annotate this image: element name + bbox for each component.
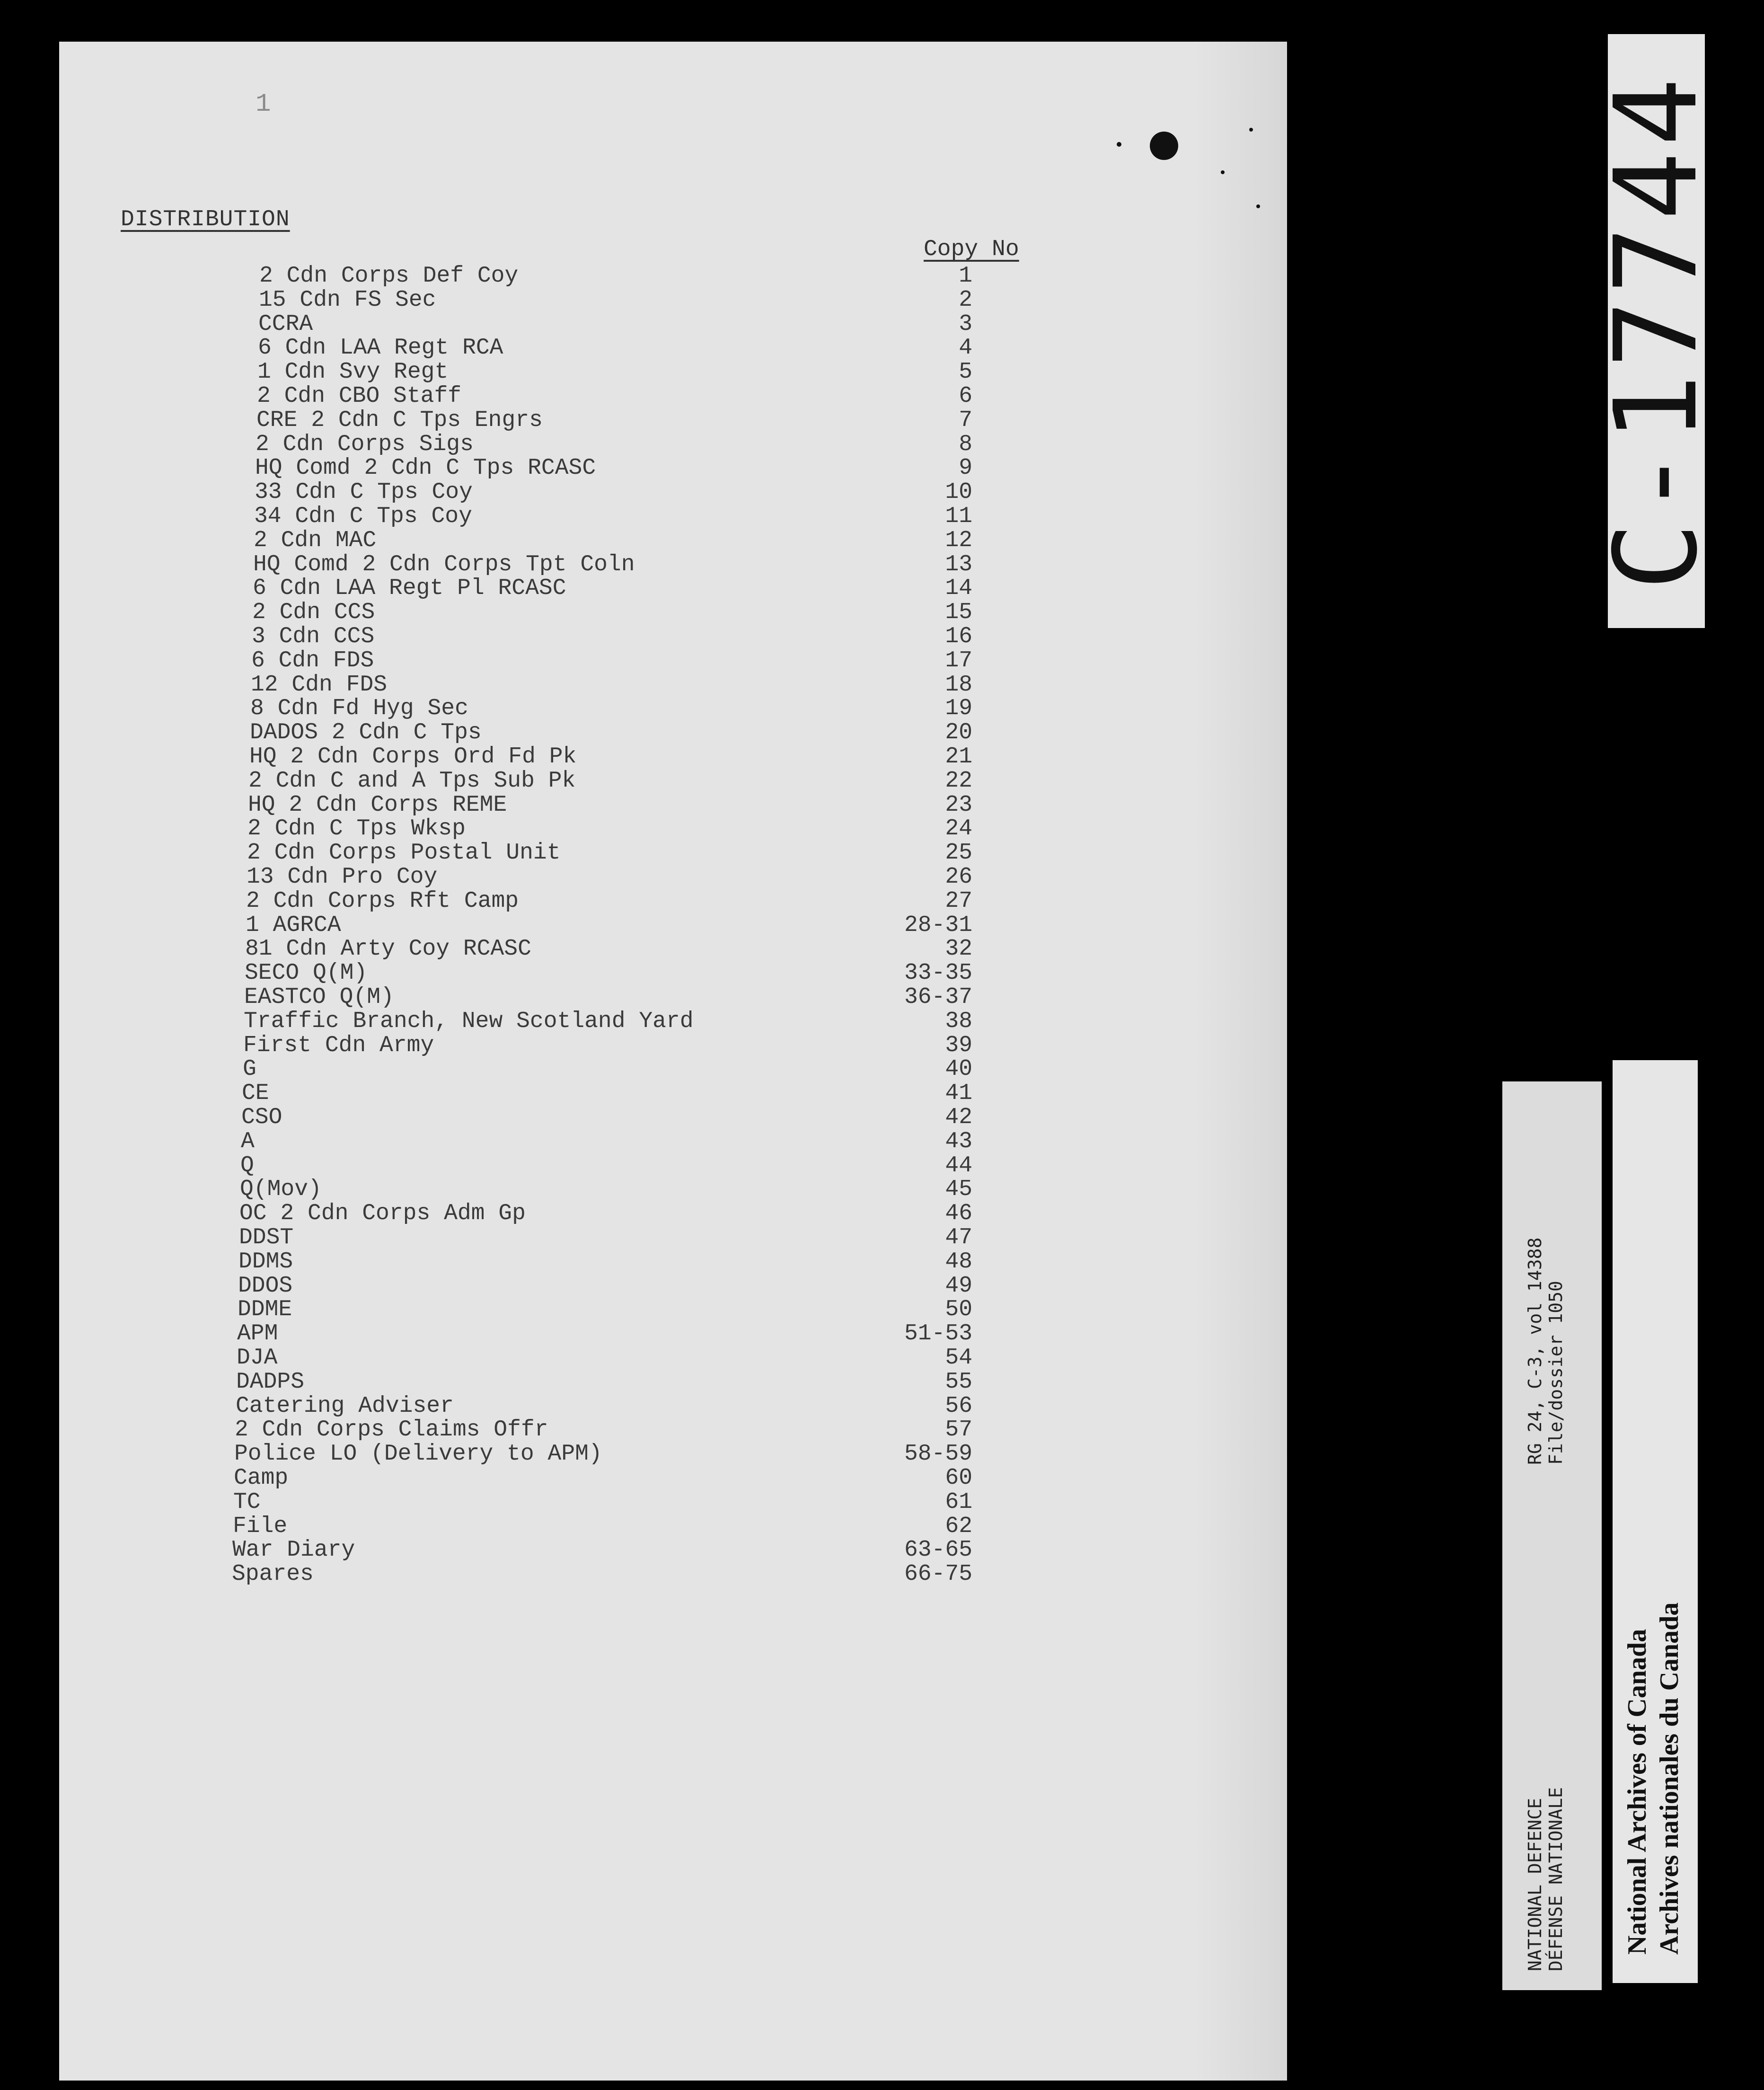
distribution-unit: 15 Cdn FS Sec (259, 287, 436, 313)
copy-number: 26 (945, 864, 972, 890)
distribution-unit: DJA (237, 1345, 278, 1371)
distribution-unit: EASTCO Q(M) (244, 984, 394, 1010)
distribution-unit: 8 Cdn Fd Hyg Sec (250, 696, 468, 721)
distribution-unit: HQ Comd 2 Cdn C Tps RCASC (255, 455, 596, 481)
distribution-unit: 3 Cdn CCS (252, 624, 375, 649)
copy-number: 22 (945, 768, 972, 794)
distribution-unit: Police LO (Delivery to APM) (234, 1441, 602, 1467)
distribution-unit: CSO (241, 1105, 282, 1130)
copy-number: 46 (945, 1201, 972, 1226)
copy-number: 24 (945, 816, 972, 841)
copy-number: 43 (945, 1129, 972, 1154)
copy-number: 13 (945, 552, 972, 577)
copy-number: 14 (945, 576, 972, 601)
copy-number: 45 (945, 1177, 972, 1202)
copy-number: 8 (959, 432, 972, 457)
distribution-unit: CRE 2 Cdn C Tps Engrs (256, 407, 543, 433)
copy-number: 21 (945, 744, 972, 770)
copy-number: 4 (959, 335, 972, 361)
copy-number: 3 (959, 311, 972, 337)
ink-blot (1150, 132, 1178, 160)
copy-number: 61 (945, 1489, 972, 1515)
copy-number: 40 (945, 1056, 972, 1082)
distribution-unit: 2 Cdn C Tps Wksp (247, 816, 466, 841)
copy-number: 60 (945, 1465, 972, 1491)
copy-number: 2 (959, 287, 972, 313)
copy-number: 62 (945, 1514, 972, 1539)
copy-number: 57 (945, 1417, 972, 1443)
distribution-unit: Q(Mov) (240, 1177, 322, 1202)
distribution-unit: Traffic Branch, New Scotland Yard (244, 1009, 694, 1034)
distribution-unit: 2 Cdn MAC (254, 528, 377, 553)
copy-number: 16 (945, 624, 972, 649)
copy-number: 39 (945, 1033, 972, 1058)
stamp-french: Archives nationales du Canada (1655, 1602, 1684, 1955)
distribution-unit: 12 Cdn FDS (251, 672, 388, 698)
ink-speck (1117, 142, 1121, 147)
distribution-unit: File (233, 1514, 288, 1539)
copy-number: 50 (945, 1297, 972, 1322)
distribution-unit: 33 Cdn C Tps Coy (255, 479, 473, 505)
distribution-unit: DADOS 2 Cdn C Tps (250, 720, 482, 745)
distribution-unit: DDME (238, 1297, 292, 1322)
distribution-unit: 2 Cdn Corps Postal Unit (247, 840, 561, 866)
distribution-unit: 34 Cdn C Tps Coy (254, 504, 472, 529)
copy-number: 19 (945, 696, 972, 721)
copy-number: 5 (959, 359, 972, 385)
distribution-unit: A (241, 1129, 255, 1154)
distribution-unit: DDST (239, 1225, 294, 1250)
ink-speck (1249, 128, 1253, 132)
distribution-unit: 6 Cdn FDS (251, 648, 374, 673)
ink-speck (1256, 204, 1260, 208)
distribution-unit: Spares (232, 1561, 314, 1587)
distribution-unit: 1 AGRCA (246, 912, 341, 938)
distribution-unit: 2 Cdn CCS (252, 600, 375, 625)
page-edge-shadow (1192, 42, 1287, 2081)
copy-number: 42 (945, 1105, 972, 1130)
copy-number: 66-75 (904, 1561, 972, 1587)
distribution-unit: SECO Q(M) (245, 960, 368, 986)
copy-number: 25 (945, 840, 972, 866)
distribution-unit: 6 Cdn LAA Regt RCA (258, 335, 503, 361)
distribution-unit: Q (240, 1153, 254, 1178)
distribution-unit: Camp (234, 1465, 289, 1491)
copy-number: 47 (945, 1225, 972, 1250)
distribution-unit: DADPS (236, 1369, 305, 1395)
distribution-unit: 2 Cdn C and A Tps Sub Pk (248, 768, 576, 794)
distribution-unit: HQ 2 Cdn Corps Ord Fd Pk (249, 744, 577, 770)
copy-number: 51-53 (904, 1321, 972, 1346)
distribution-unit: 2 Cdn Corps Rft Camp (246, 888, 519, 914)
label-rg-reference: RG 24, C-3, vol 14388 (1525, 1237, 1545, 1465)
copy-number: 33-35 (904, 960, 972, 986)
distribution-unit: HQ 2 Cdn Corps REME (248, 792, 507, 818)
copy-number: 55 (945, 1369, 972, 1395)
copy-number: 23 (945, 792, 972, 818)
distribution-unit: 2 Cdn Corps Sigs (256, 432, 474, 457)
copy-number: 10 (945, 479, 972, 505)
copy-number: 36-37 (904, 984, 972, 1010)
ink-speck (1221, 170, 1225, 174)
copy-number: 20 (945, 720, 972, 745)
label-defense-nationale: DÉFENSE NATIONALE (1545, 1787, 1566, 1971)
copy-number: 38 (945, 1009, 972, 1034)
archives-stamp (1613, 1060, 1698, 1983)
distribution-unit: HQ Comd 2 Cdn Corps Tpt Coln (253, 552, 635, 577)
copy-number: 15 (945, 600, 972, 625)
copy-number: 12 (945, 528, 972, 553)
margin-mark: 1 (256, 90, 271, 119)
copy-no-column-header: Copy No (924, 237, 1019, 262)
copy-number: 32 (945, 936, 972, 962)
archive-reference-label (1502, 1081, 1602, 1990)
copy-number: 44 (945, 1153, 972, 1178)
distribution-unit: War Diary (232, 1537, 355, 1563)
distribution-unit: 1 Cdn Svy Regt (257, 359, 449, 385)
copy-number: 18 (945, 672, 972, 698)
distribution-unit: OC 2 Cdn Corps Adm Gp (239, 1201, 526, 1226)
stamp-english: National Archives of Canada (1623, 1629, 1652, 1955)
distribution-unit: CCRA (258, 311, 313, 337)
copy-number: 56 (945, 1393, 972, 1419)
distribution-unit: DDMS (238, 1249, 293, 1275)
reel-number: C-17744 (1590, 72, 1722, 591)
distribution-unit: Catering Adviser (236, 1393, 454, 1419)
distribution-unit: 13 Cdn Pro Coy (247, 864, 438, 890)
copy-number: 1 (959, 263, 972, 289)
distribution-unit: 2 Cdn CBO Staff (257, 383, 462, 409)
copy-number: 11 (945, 504, 972, 529)
copy-number: 41 (945, 1080, 972, 1106)
copy-number: 54 (945, 1345, 972, 1371)
distribution-unit: 81 Cdn Arty Coy RCASC (245, 936, 531, 962)
label-national-defence: NATIONAL DEFENCE (1525, 1798, 1545, 1971)
copy-number: 27 (945, 888, 972, 914)
distribution-unit: 2 Cdn Corps Def Coy (259, 263, 519, 289)
distribution-unit: 6 Cdn LAA Regt Pl RCASC (253, 576, 566, 601)
distribution-unit: G (243, 1056, 256, 1082)
copy-number: 17 (945, 648, 972, 673)
copy-number: 6 (959, 383, 972, 409)
distribution-unit: CE (242, 1080, 269, 1106)
copy-number: 28-31 (904, 912, 972, 938)
distribution-unit: 2 Cdn Corps Claims Offr (235, 1417, 548, 1443)
copy-number: 48 (945, 1249, 972, 1275)
copy-number: 9 (959, 455, 972, 481)
distribution-unit: First Cdn Army (243, 1033, 434, 1058)
distribution-unit: TC (233, 1489, 261, 1515)
distribution-unit: APM (237, 1321, 278, 1346)
copy-number: 49 (945, 1273, 972, 1299)
distribution-heading: DISTRIBUTION (121, 207, 290, 232)
copy-number: 63-65 (904, 1537, 972, 1563)
distribution-unit: DDOS (238, 1273, 293, 1299)
copy-number: 7 (959, 407, 972, 433)
copy-number: 58-59 (904, 1441, 972, 1467)
label-file-dossier: File/dossier 1050 (1545, 1281, 1566, 1465)
